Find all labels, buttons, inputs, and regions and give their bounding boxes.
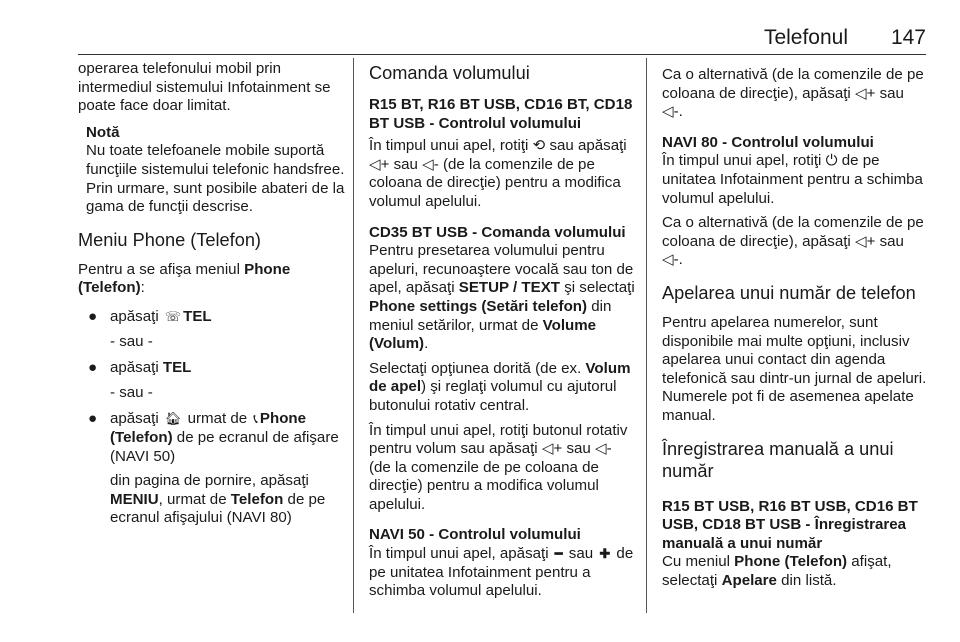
subheading: R15 BT, R16 BT USB, CD16 BT, CD18 BT USB - Controlul volumului (369, 96, 633, 132)
paragraph: În timpul unui apel, rotiţi ⟲ sau apăsaţi ◁+ sau ◁- (de la comenzile de pe coloana de direcţie) pentru a modifica volumul apelului. (369, 137, 627, 210)
paragraph: Cu meniul Phone (Telefon) afişat, selectaţi Apelare din listă. (662, 553, 892, 589)
phone-icon: ☏ (164, 308, 182, 324)
options-list (78, 359, 346, 378)
column-3 (662, 60, 928, 590)
paragraph: În timpul unui apel, rotiţi butonul rotativ pentru volum sau apăsaţi ◁+ sau ◁- (de la comenzile de pe coloana de direcţie) pentru a modifica volumul apelului. (369, 421, 628, 513)
page-number: 147 (890, 26, 926, 49)
subheading: CD35 BT USB - Comanda volumului (369, 223, 626, 241)
options-list (78, 308, 346, 327)
minus-icon: ━ (554, 546, 563, 562)
paragraph: Selectaţi opţiunea dorită (de ex. Volum de apel) şi reglaţi volumul cu ajutorul butonului rotativ central. (369, 359, 631, 414)
subheading: NAVI 80 - Controlul volumului (662, 133, 874, 151)
list-item: ● apăsaţi TEL (88, 359, 192, 377)
paragraph: În timpul unui apel, apăsaţi ━ sau ✚ de pe unitatea Infotainment pentru a schimba volumul apelului. (369, 545, 634, 600)
section-heading: Comanda volumului (369, 63, 530, 83)
page-header (0, 0, 960, 54)
section-heading: Apelarea unui număr de telefon (662, 282, 916, 303)
column-divider (646, 58, 647, 613)
note-box (86, 124, 346, 217)
section-heading: Meniu Phone (Telefon) (78, 229, 261, 250)
note-text: Nu toate telefoanele mobile suportă funcţiile sistemului telefonic handsfree. Prin urmare, sunt posibile abateri de la gama de funcţii descrise. (86, 142, 345, 216)
column-divider (353, 58, 354, 613)
paragraph: Pentru apelarea numerelor, sunt disponibile mai multe opţiuni, inclusiv apelarea unui contact din agenda telefonică sau dintr-un jurnal de apeluri. Numerele pot fi de asemenea apelate manual. (662, 313, 927, 424)
subheading: R15 BT USB, R16 BT USB, CD16 BT USB, CD18 BT USB - Înregistrarea manuală a unui număr (662, 497, 918, 552)
plus-icon: ✚ (599, 546, 611, 562)
header-rule (78, 54, 926, 55)
paragraph: Pentru presetarea volumului pentru apeluri, recunoaştere vocală sau ton de apel, apăsaţi SETUP / TEXT şi selectaţi Phone settings (Setări telefon) din meniul setărilor, urmat de Volume (Volum). (369, 242, 635, 353)
section-title: Telefonul (763, 26, 848, 49)
menu-intro: Pentru a se afişa meniul Phone (Telefon): (78, 260, 291, 297)
column-2 (369, 60, 635, 601)
subheading: NAVI 50 - Controlul volumului (369, 526, 581, 544)
or-text: - sau - (110, 383, 153, 401)
or-text: - sau - (110, 332, 153, 350)
paragraph: Ca o alternativă (de la comenzile de pe coloana de direcţie), apăsaţi ◁+ sau ◁-. (662, 214, 924, 269)
intro-text: operarea telefonului mobil prin intermediul sistemului Infotainment se poate face doar limitat. (78, 60, 331, 115)
note-title: Notă (86, 123, 120, 141)
options-list (78, 410, 346, 466)
section-heading: Înregistrarea manuală a unui număr (662, 438, 894, 481)
phone-icon: 📞︎ (253, 411, 258, 427)
paragraph: În timpul unui apel, rotiţi ⏻ de pe unitatea Infotainment pentru a schimba volumul apelului. (662, 152, 923, 207)
sub-text: din pagina de pornire, apăsaţi MENIU, urmat de Telefon de pe ecranul afişajului (NAVI 80) (110, 472, 326, 527)
home-icon: 🏠︎ (164, 411, 182, 427)
column-1 (78, 60, 346, 528)
list-item: ● apăsaţi ☏ TEL (88, 307, 212, 325)
paragraph: Ca o alternativă (de la comenzile de pe coloana de direcţie), apăsaţi ◁+ sau ◁-. (662, 66, 924, 121)
list-item: ● apăsaţi 🏠︎ urmat de 📞︎ Phone (Telefon) de pe ecranul de afişare (NAVI 50) (88, 410, 339, 465)
